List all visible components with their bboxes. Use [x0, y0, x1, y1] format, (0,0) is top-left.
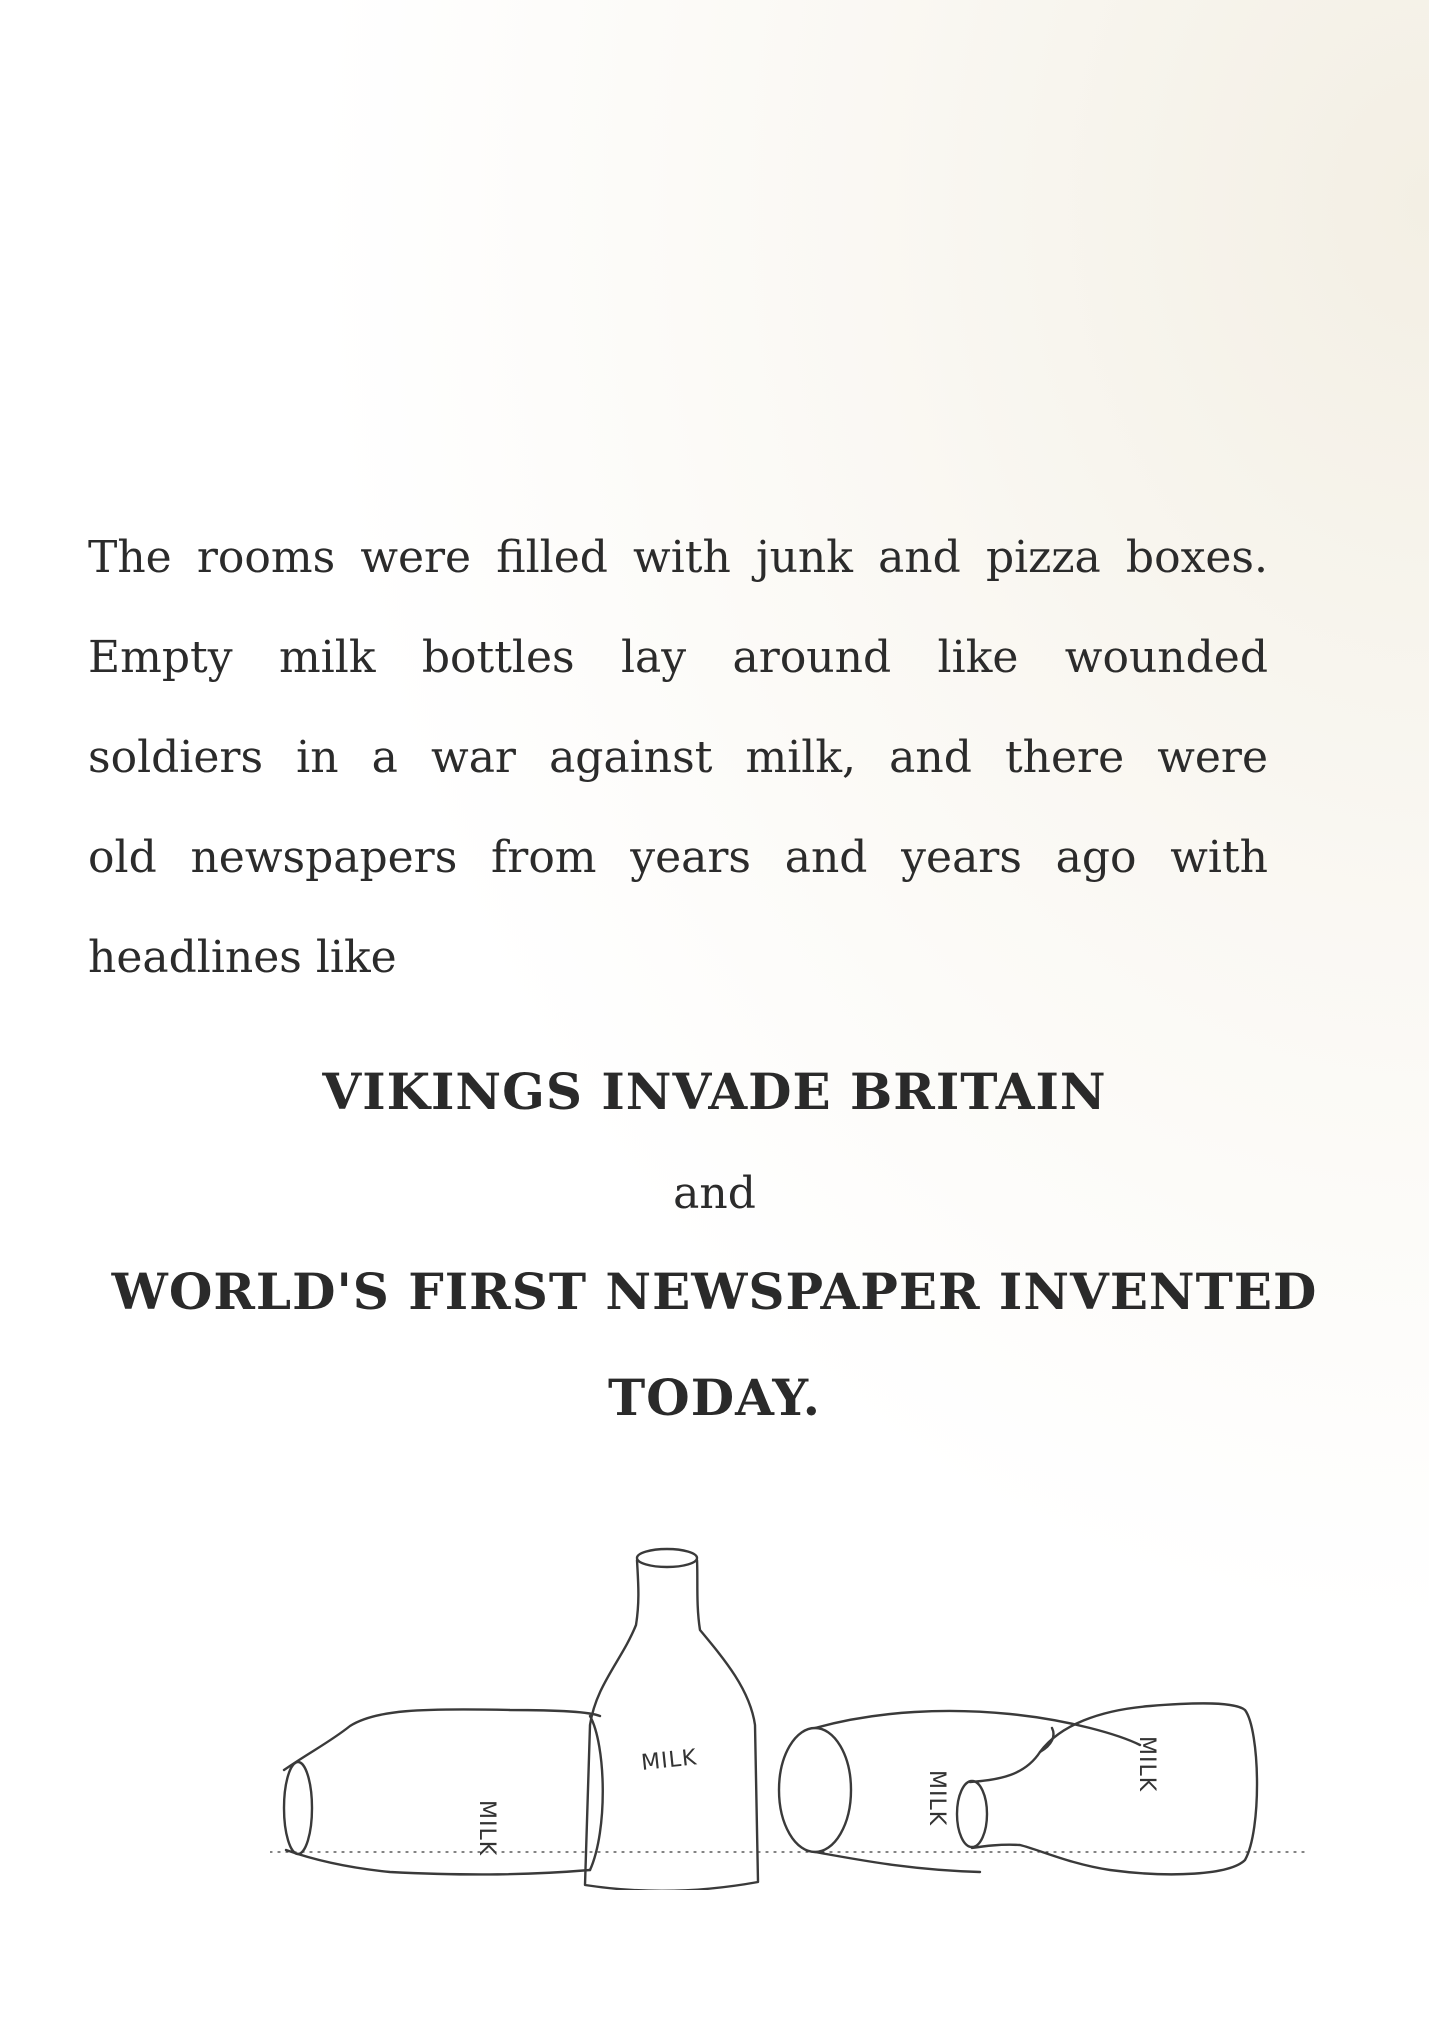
body-line: old newspapers from years and years ago with	[88, 832, 1268, 883]
body-line: headlines like	[88, 932, 397, 983]
connector-word: and	[673, 1168, 756, 1219]
milk-bottles-illustration	[270, 1530, 1310, 1890]
body-line: soldiers in a war against milk, and there were	[88, 732, 1268, 783]
right-lying-milk-bottle-b	[957, 1703, 1257, 1874]
headline-newspaper-line2: TODAY.	[607, 1368, 822, 1427]
body-line: The rooms were filled with junk and pizza boxes.	[88, 532, 1268, 583]
standing-milk-bottle	[585, 1549, 758, 1890]
headline-newspaper-line1: WORLD'S FIRST NEWSPAPER INVENTED	[111, 1262, 1318, 1321]
right-lying-milk-bottle-a	[779, 1711, 1140, 1872]
headline-vikings: VIKINGS INVADE BRITAIN	[322, 1062, 1107, 1121]
bottle-label: MILK	[640, 1745, 699, 1776]
left-lying-milk-bottle	[284, 1709, 603, 1874]
body-paragraph	[88, 508, 1268, 1008]
bottle-label: MILK	[924, 1770, 949, 1827]
bottle-label: MILK	[474, 1800, 499, 1857]
bottle-label: MILK	[1134, 1736, 1159, 1793]
body-line: Empty milk bottles lay around like wounded	[88, 632, 1268, 683]
